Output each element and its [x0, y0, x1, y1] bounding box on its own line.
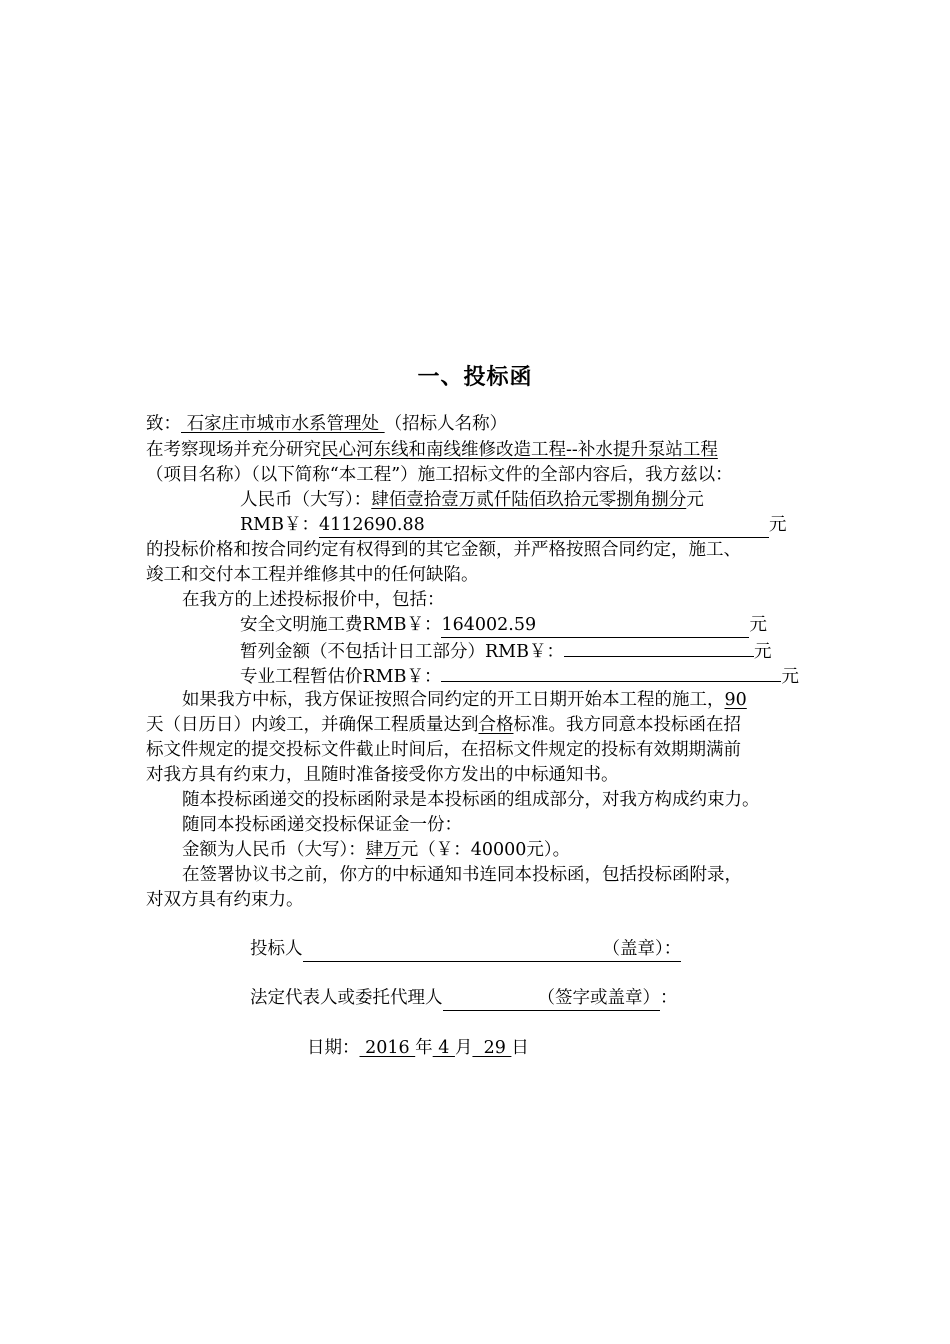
- deposit-amount: 元（￥：40000元）。: [400, 840, 571, 860]
- date-month: 4: [432, 1038, 455, 1058]
- body-p4: 随本投标函递交的投标函附录是本投标函的组成部分，对我方构成约束力。: [182, 790, 760, 810]
- project-name: 民心河东线和南线维修改造工程--补水提升泵站工程: [321, 440, 718, 460]
- bidder-line: [250, 937, 681, 962]
- quality-standard: 合格: [478, 715, 514, 735]
- safety-fee-label: 安全文明施工费RMB￥：: [240, 615, 442, 635]
- date-year: 2016: [359, 1038, 416, 1058]
- deposit-words: 肆万: [365, 840, 401, 860]
- body-p6-line-2: 对双方具有约束力。: [146, 890, 304, 910]
- specialty-estimate-unit: 元: [781, 667, 799, 687]
- addressee-suffix: （招标人名称）: [384, 414, 508, 434]
- addressee-name: 石家庄市城市水系管理处: [181, 414, 385, 434]
- body-p3-line-3: 标文件规定的提交投标文件截止时间后，在招标文件规定的投标有效期期满前: [146, 740, 741, 760]
- representative-line: [250, 986, 678, 1011]
- date-line: [307, 1036, 529, 1060]
- price-words-value: 肆佰壹拾壹万贰仟陆佰玖拾元零捌角捌分: [371, 490, 687, 510]
- body-p3-line-1-text: 如果我方中标，我方保证按照合同约定的开工日期开始本工程的施工，: [182, 690, 725, 710]
- date-label: 日期：: [307, 1038, 360, 1058]
- body-p2: 在我方的上述投标报价中，包括：: [182, 590, 445, 610]
- provisional-sum-unit: 元: [753, 642, 772, 662]
- safety-fee-value: 164002.59: [441, 613, 749, 638]
- body-p3-line-2-pre: 天（日历日）内竣工，并确保工程质量达到: [146, 715, 479, 735]
- intro-prefix: 在考察现场并充分研究: [146, 440, 321, 460]
- addressee-prefix: 致：: [146, 414, 181, 434]
- price-words-label: 人民币（大写）：: [240, 490, 372, 510]
- safety-fee-line: [240, 613, 767, 638]
- price-rmb-value: 4112690.88: [319, 513, 769, 538]
- specialty-estimate-line: [240, 663, 799, 689]
- intro-line-2: （项目名称）（以下简称“本工程”）施工招标文件的全部内容后，我方兹以：: [146, 465, 733, 485]
- date-month-unit: 月: [454, 1038, 473, 1058]
- bidder-label: 投标人: [250, 939, 303, 959]
- date-year-unit: 年: [415, 1038, 433, 1058]
- addressee-line: [146, 412, 507, 436]
- deposit-line: [182, 838, 570, 862]
- safety-fee-unit: 元: [749, 615, 767, 635]
- deposit-label: 金额为人民币（大写）：: [182, 840, 366, 860]
- document-title: 一、投标函: [417, 365, 533, 390]
- body-p5: 随同本投标函递交投标保证金一份：: [182, 815, 462, 835]
- price-words-unit: 元: [686, 490, 704, 510]
- body-p1-line-2: 竣工和交付本工程并维修其中的任何缺陷。: [146, 565, 479, 585]
- price-rmb-line: [240, 513, 786, 537]
- body-p3-line-2-post: 标准。我方同意本投标函在招: [513, 715, 741, 735]
- specialty-estimate-label: 专业工程暂估价RMB￥：: [240, 667, 442, 687]
- intro-line-1: [146, 438, 718, 462]
- price-rmb-unit: 元: [768, 515, 787, 535]
- body-p1-line-1: 的投标价格和按合同约定有权得到的其它金额，并严格按照合同约定，施工、: [146, 540, 741, 560]
- body-p3-line-2: [146, 713, 741, 737]
- price-rmb-label: RMB￥：: [240, 515, 319, 535]
- representative-seal: （签字或盖章）: [443, 986, 661, 1011]
- representative-label: 法定代表人或委托代理人: [250, 988, 443, 1008]
- date-day: 29: [472, 1038, 512, 1058]
- provisional-sum-blank: [564, 638, 754, 657]
- body-p3-line-1: [182, 688, 747, 712]
- date-day-unit: 日: [511, 1038, 529, 1058]
- provisional-sum-label: 暂列金额（不包括计日工部分）RMB￥：: [240, 642, 564, 662]
- representative-colon: ：: [660, 988, 678, 1008]
- body-p3-line-4: 对我方具有约束力，且随时准备接受你方发出的中标通知书。: [146, 765, 619, 785]
- provisional-sum-line: [240, 638, 771, 664]
- bidder-seal: （盖章）：: [303, 937, 682, 962]
- price-words-line: [240, 488, 704, 512]
- specialty-estimate-blank: [441, 663, 781, 682]
- body-p6-line-1: 在签署协议书之前，你方的中标通知书连同本投标函，包括投标函附录，: [182, 865, 742, 885]
- construction-days: 90: [724, 690, 747, 710]
